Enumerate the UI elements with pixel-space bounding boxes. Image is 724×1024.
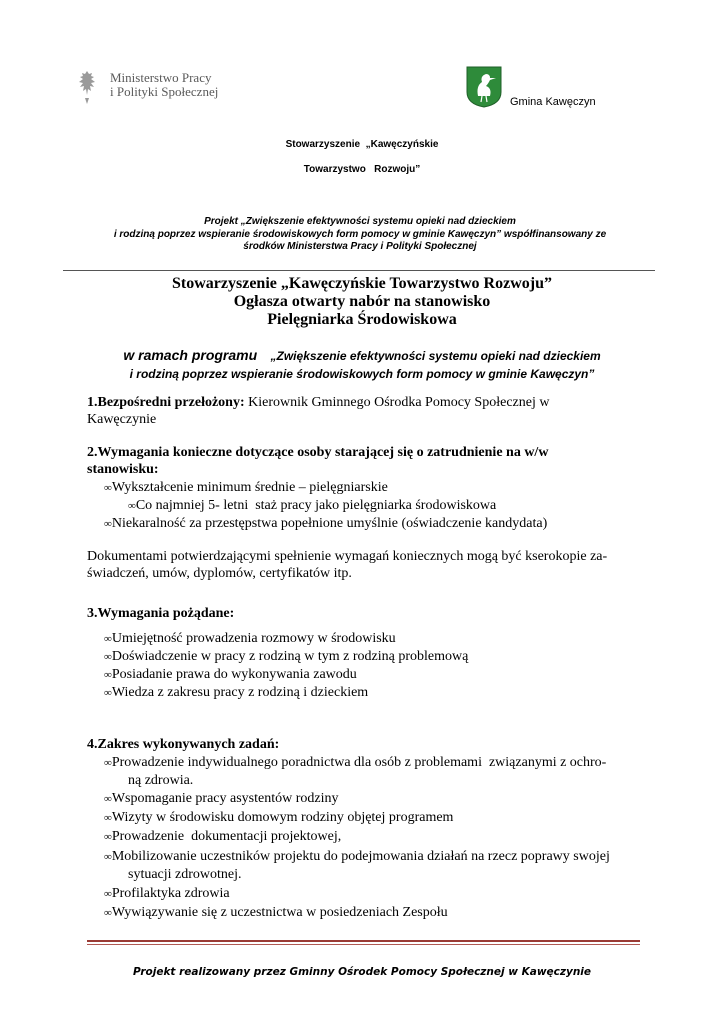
project-line3: środków Ministerstwa Pracy i Polityki Społecznej — [243, 241, 477, 252]
bullet-icon: ∞ — [104, 687, 112, 699]
bullet-icon: ∞ — [104, 907, 112, 919]
section2-heading-line2: stanowisku: — [87, 462, 159, 477]
program-prefix: w ramach programu — [123, 347, 258, 363]
project-line1: Projekt „Zwiększenie efektywności systemu opieki nad dzieckiem — [204, 216, 516, 227]
bullet-icon: ∞ — [104, 669, 112, 681]
title-line3: Pielęgniarka Środowiskowa — [267, 311, 457, 328]
list-item: ∞Prowadzenie dokumentacji projektowej, — [104, 829, 342, 844]
section1-text-line1: Kierownik Gminnego Ośrodka Pomocy Społecznej w — [248, 395, 550, 410]
section1-text-line2: Kawęczynie — [87, 412, 157, 427]
section3-heading: 3.Wymagania pożądane: — [87, 606, 235, 621]
bullet-icon: ∞ — [104, 851, 112, 863]
gmina-name: Gmina Kawęczyn — [510, 96, 596, 108]
title-line1: Stowarzyszenie „Kawęczyńskie Towarzystwo Rozwoju” — [172, 275, 552, 292]
eagle-emblem-icon — [72, 68, 102, 106]
project-line2: i rodziną poprzez wspieranie środowiskowych form pomocy w gminie Kawęczyn” współfinansowany ze — [113, 228, 607, 240]
footer-divider-thin — [87, 944, 640, 945]
section4-heading: 4.Zakres wykonywanych zadań: — [87, 737, 280, 752]
list-item: ∞Wiedza z zakresu pracy z rodziną i dzieckiem — [104, 685, 369, 700]
announcement-title — [0, 275, 724, 329]
section1-heading: 1.Bezpośredni przełożony: — [87, 395, 245, 410]
program-block — [0, 346, 724, 383]
list-item: ∞Wykształcenie minimum średnie – pielęgniarskie — [104, 480, 388, 495]
bullet-icon: ∞ — [104, 482, 112, 494]
title-line2: Ogłasza otwarty nabór na stanowisko — [233, 293, 491, 310]
note-line2: świadczeń, umów, dyplomów, certyfikatów itp. — [87, 566, 352, 581]
section-supervisor — [87, 394, 647, 428]
bullet-icon: ∞ — [104, 831, 112, 843]
bullet-icon: ∞ — [104, 888, 112, 900]
bullet-icon: ∞ — [104, 518, 112, 530]
list-item: ∞Wspomaganie pracy asystentów rodziny — [104, 791, 339, 806]
list-item: ∞Posiadanie prawa do wykonywania zawodu — [104, 667, 357, 682]
list-item: ∞Niekaralność za przestępstwa popełnione umyślnie (oświadczenie kandydata) — [104, 516, 548, 531]
list-item: ∞Wywiązywanie się z uczestnictwa w posiedzeniach Zespołu — [104, 905, 448, 920]
gmina-crest — [466, 66, 502, 108]
header-divider — [63, 270, 655, 271]
org-name-line1: Stowarzyszenie „Kawęczyńskie — [285, 139, 439, 150]
project-description — [80, 216, 640, 254]
ministry-name-line2: i Polityki Społecznej — [110, 84, 219, 99]
list-item: ∞Doświadczenie w pracy z rodziną w tym z rodziną problemową — [104, 649, 469, 664]
documents-note — [87, 548, 647, 582]
bullet-icon: ∞ — [104, 633, 112, 645]
note-line1: Dokumentami potwierdzającymi spełnienie wymagań koniecznych mogą być kserokopie za- — [87, 549, 608, 564]
program-line1: „Zwiększenie efektywności systemu opieki nad dzieckiem — [270, 349, 601, 363]
section2-heading-line1: 2.Wymagania konieczne dotyczące osoby starającej się o zatrudnienie na w/w — [87, 445, 549, 460]
program-line2: i rodziną poprzez wspieranie środowiskowych form pomocy w gminie Kawęczyn” — [129, 367, 595, 381]
list-item: ∞Profilaktyka zdrowia — [104, 886, 230, 901]
bullet-icon: ∞ — [128, 500, 136, 512]
list-item: ∞Prowadzenie indywidualnego poradnictwa dla osób z problemami związanymi z ochro- ną zdrowia. — [104, 755, 607, 788]
ministry-logo — [72, 66, 222, 110]
footer-text: Projekt realizowany przez Gminny Ośrodek Pomocy Społecznej w Kawęczynie — [132, 966, 592, 978]
list-item: ∞Umiejętność prowadzenia rozmowy w środowisku — [104, 631, 396, 646]
bullet-icon: ∞ — [104, 812, 112, 824]
bullet-icon: ∞ — [104, 651, 112, 663]
bullet-icon: ∞ — [104, 757, 112, 769]
org-name-line2: Towarzystwo Rozwoju” — [303, 164, 421, 175]
bullet-icon: ∞ — [104, 793, 112, 805]
section-required — [87, 444, 647, 478]
list-item: ∞Mobilizowanie uczestników projektu do podejmowania działań na rzecz poprawy swojej sytuacji zdrowotnej. — [104, 849, 610, 882]
footer-divider — [87, 940, 640, 942]
ministry-name-line1: Ministerstwo Pracy — [110, 70, 212, 85]
list-item: ∞Co najmniej 5- letni staż pracy jako pielęgniarka środowiskowa — [128, 498, 497, 513]
heron-crest-icon — [466, 66, 502, 108]
list-item: ∞Wizyty w środowisku domowym rodziny objętej programem — [104, 810, 454, 825]
